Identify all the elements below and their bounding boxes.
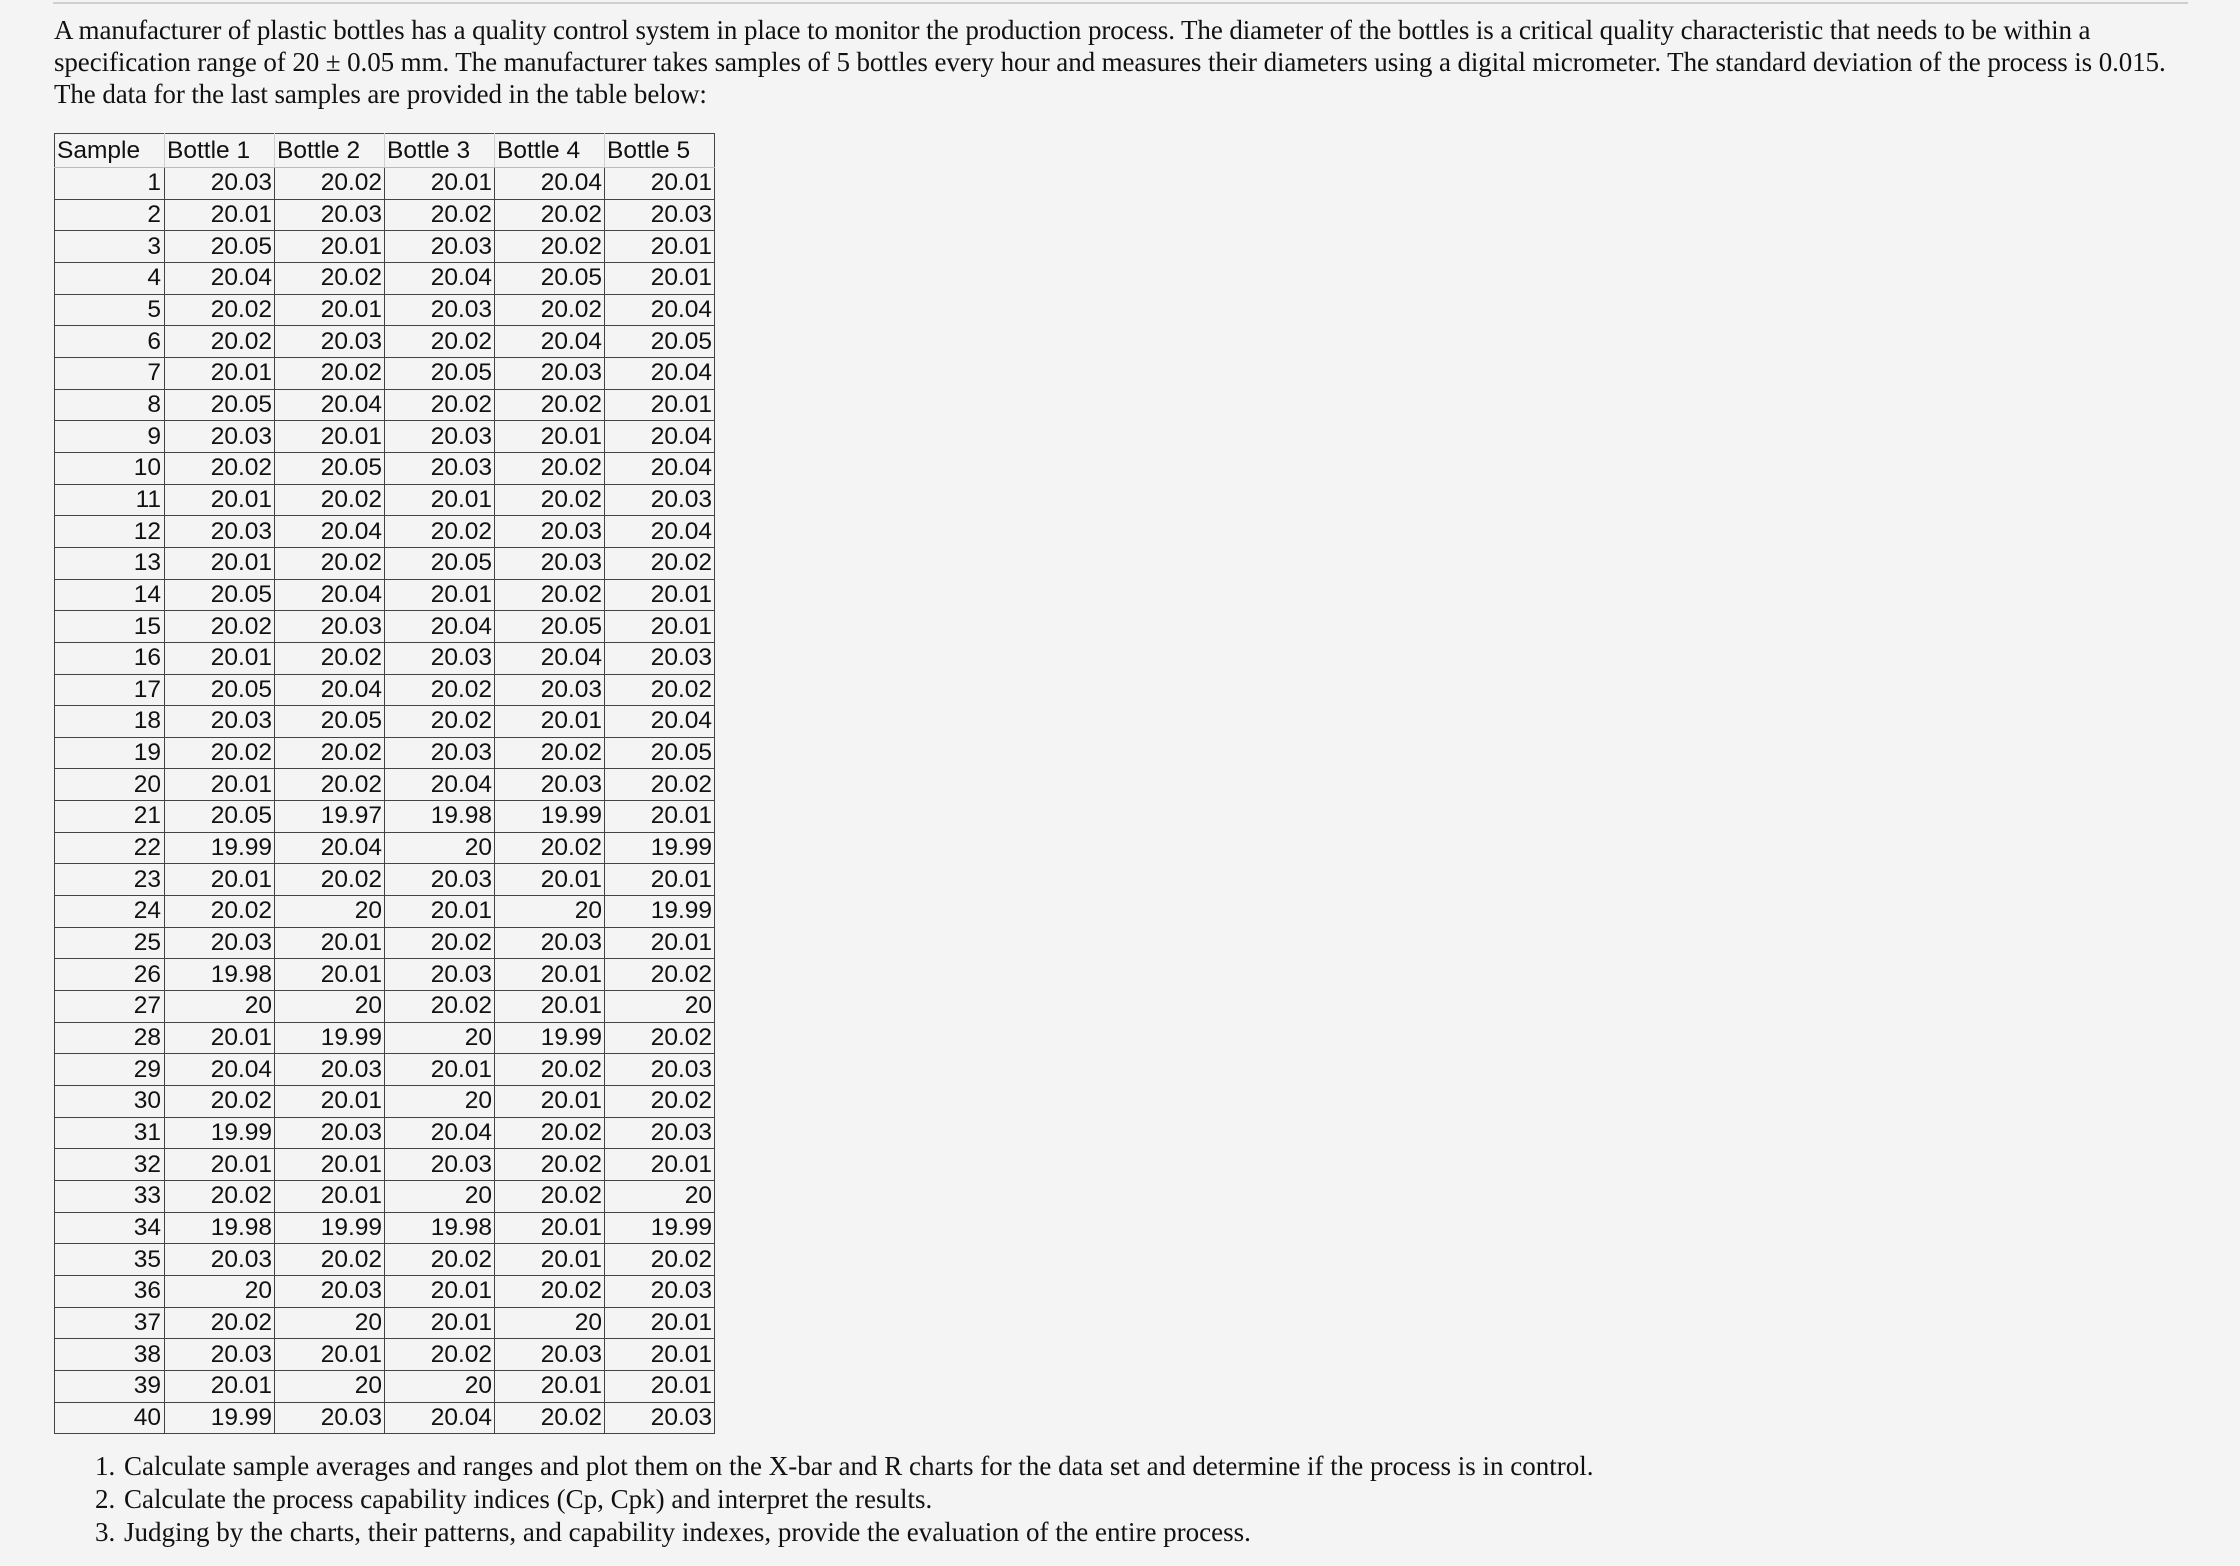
table-row	[55, 547, 715, 579]
sample-number-cell: 26	[55, 959, 165, 991]
diameter-cell: 20.01	[495, 1212, 605, 1244]
diameter-cell: 20.04	[275, 674, 385, 706]
table-row	[55, 389, 715, 421]
diameter-cell: 20.04	[605, 421, 715, 453]
diameter-cell: 20	[385, 1086, 495, 1118]
sample-number-cell: 31	[55, 1117, 165, 1149]
table-row	[55, 1307, 715, 1339]
diameter-cell: 20.02	[165, 611, 275, 643]
diameter-cell: 20.02	[275, 737, 385, 769]
diameter-cell: 20.01	[275, 1339, 385, 1371]
column-header-bottle-4: Bottle 4	[495, 134, 605, 168]
sample-number-cell: 35	[55, 1244, 165, 1276]
diameter-cell: 20.01	[165, 1022, 275, 1054]
table-row	[55, 1402, 715, 1434]
diameter-cell: 20.05	[605, 737, 715, 769]
diameter-cell: 20.03	[385, 294, 495, 326]
diameter-cell: 20.04	[385, 769, 495, 801]
diameter-cell: 20.02	[495, 199, 605, 231]
diameter-cell: 20.02	[165, 326, 275, 358]
diameter-cell: 20.02	[495, 737, 605, 769]
diameter-cell: 20	[275, 991, 385, 1023]
diameter-cell: 20.04	[165, 262, 275, 294]
diameter-cell: 20.02	[385, 674, 495, 706]
diameter-cell: 20.01	[385, 1054, 495, 1086]
diameter-cell: 20.02	[495, 1149, 605, 1181]
column-header-bottle-3: Bottle 3	[385, 134, 495, 168]
diameter-cell: 20.01	[495, 1370, 605, 1402]
table-row	[55, 579, 715, 611]
diameter-cell: 20	[605, 1181, 715, 1213]
table-row	[55, 1339, 715, 1371]
sample-number-cell: 1	[55, 168, 165, 200]
table-row	[55, 1022, 715, 1054]
diameter-cell: 20.01	[605, 262, 715, 294]
sample-number-cell: 14	[55, 579, 165, 611]
diameter-cell: 20.05	[605, 326, 715, 358]
diameter-cell: 19.98	[385, 801, 495, 833]
diameter-cell: 20.01	[605, 864, 715, 896]
table-row	[55, 199, 715, 231]
diameter-cell: 20.04	[275, 579, 385, 611]
sample-number-cell: 2	[55, 199, 165, 231]
diameter-cell: 20.02	[385, 1244, 495, 1276]
diameter-cell: 20.01	[165, 484, 275, 516]
table-row	[55, 706, 715, 738]
diameter-cell: 20.03	[385, 1149, 495, 1181]
diameter-cell: 19.98	[165, 959, 275, 991]
table-row	[55, 1212, 715, 1244]
diameter-cell: 20.01	[165, 1149, 275, 1181]
diameter-cell: 20.02	[275, 1244, 385, 1276]
diameter-cell: 20.01	[495, 864, 605, 896]
diameter-cell: 20.01	[605, 1370, 715, 1402]
table-row	[55, 452, 715, 484]
column-header-sample: Sample	[55, 134, 165, 168]
diameter-cell: 20.02	[495, 1054, 605, 1086]
diameter-cell: 19.98	[165, 1212, 275, 1244]
diameter-cell: 19.99	[275, 1022, 385, 1054]
top-divider	[53, 2, 2188, 4]
diameter-cell: 20.05	[165, 579, 275, 611]
sample-number-cell: 9	[55, 421, 165, 453]
table-row	[55, 737, 715, 769]
sample-number-cell: 22	[55, 832, 165, 864]
question-item: 1. Calculate sample averages and ranges and plot them on the X-bar and R charts for the data set and determine if the process is in control.	[122, 1450, 2222, 1483]
diameter-cell: 20.01	[385, 579, 495, 611]
diameter-cell: 20.01	[605, 611, 715, 643]
diameter-cell: 20.01	[605, 801, 715, 833]
diameter-cell: 20.04	[605, 357, 715, 389]
sample-number-cell: 15	[55, 611, 165, 643]
diameter-cell: 20.02	[165, 452, 275, 484]
diameter-cell: 20.01	[605, 927, 715, 959]
diameter-cell: 20.05	[165, 674, 275, 706]
diameter-cell: 20.03	[495, 357, 605, 389]
table-row	[55, 832, 715, 864]
diameter-cell: 20.03	[275, 199, 385, 231]
diameter-cell: 20.03	[165, 516, 275, 548]
sample-number-cell: 33	[55, 1181, 165, 1213]
diameter-cell: 20.03	[385, 231, 495, 263]
sample-number-cell: 18	[55, 706, 165, 738]
sample-number-cell: 8	[55, 389, 165, 421]
diameter-cell: 20.04	[385, 1117, 495, 1149]
sample-number-cell: 17	[55, 674, 165, 706]
diameter-cell: 20	[165, 1275, 275, 1307]
diameter-cell: 20.01	[495, 959, 605, 991]
diameter-cell: 20.02	[275, 484, 385, 516]
diameter-cell: 20.03	[605, 1117, 715, 1149]
sample-number-cell: 11	[55, 484, 165, 516]
diameter-cell: 20.03	[165, 1339, 275, 1371]
diameter-cell: 20.03	[385, 959, 495, 991]
diameter-cell: 20.04	[385, 262, 495, 294]
column-header-bottle-2: Bottle 2	[275, 134, 385, 168]
diameter-cell: 20.02	[495, 484, 605, 516]
sample-number-cell: 20	[55, 769, 165, 801]
diameter-cell: 20.01	[605, 231, 715, 263]
diameter-cell: 20.01	[385, 1307, 495, 1339]
diameter-cell: 20.04	[605, 706, 715, 738]
sample-number-cell: 37	[55, 1307, 165, 1339]
diameter-cell: 20.04	[385, 611, 495, 643]
diameter-cell: 20.01	[275, 927, 385, 959]
diameter-cell: 20.03	[275, 1275, 385, 1307]
diameter-cell: 20.02	[275, 357, 385, 389]
diameter-cell: 19.99	[165, 1402, 275, 1434]
diameter-cell: 20.03	[495, 516, 605, 548]
diameter-cell: 20.01	[605, 579, 715, 611]
table-row	[55, 484, 715, 516]
diameter-cell: 20.02	[385, 927, 495, 959]
diameter-cell: 19.99	[275, 1212, 385, 1244]
table-row	[55, 357, 715, 389]
diameter-cell: 19.98	[385, 1212, 495, 1244]
table-row	[55, 421, 715, 453]
diameter-cell: 20.01	[605, 1307, 715, 1339]
diameter-cell: 20	[275, 896, 385, 928]
diameter-cell: 20.01	[165, 769, 275, 801]
diameter-cell: 20.01	[605, 389, 715, 421]
sample-number-cell: 7	[55, 357, 165, 389]
question-item: 3. Judging by the charts, their patterns, and capability indexes, provide the evaluation of the entire process.	[122, 1516, 2222, 1549]
diameter-cell: 20.01	[275, 231, 385, 263]
bottle-diameter-table	[54, 133, 715, 1434]
diameter-cell: 20.04	[275, 832, 385, 864]
diameter-cell: 20.02	[605, 1022, 715, 1054]
diameter-cell: 20.02	[495, 294, 605, 326]
table-row	[55, 1275, 715, 1307]
diameter-cell: 20.05	[165, 231, 275, 263]
diameter-cell: 20	[275, 1370, 385, 1402]
diameter-cell: 20.01	[275, 1086, 385, 1118]
table-row	[55, 516, 715, 548]
table-header-row	[55, 134, 715, 168]
table-row	[55, 231, 715, 263]
diameter-cell: 20.02	[275, 769, 385, 801]
diameter-cell: 20.03	[605, 199, 715, 231]
diameter-cell: 20.02	[165, 737, 275, 769]
diameter-cell: 19.99	[605, 896, 715, 928]
diameter-cell: 19.99	[495, 801, 605, 833]
table-row	[55, 1054, 715, 1086]
column-header-bottle-5: Bottle 5	[605, 134, 715, 168]
diameter-cell: 20.01	[385, 1275, 495, 1307]
sample-number-cell: 19	[55, 737, 165, 769]
question-list	[73, 1450, 2222, 1549]
sample-number-cell: 16	[55, 642, 165, 674]
sample-number-cell: 12	[55, 516, 165, 548]
diameter-cell: 20.01	[495, 421, 605, 453]
table-row	[55, 262, 715, 294]
diameter-cell: 20.01	[275, 421, 385, 453]
diameter-cell: 20.02	[165, 1086, 275, 1118]
diameter-cell: 20.03	[385, 642, 495, 674]
diameter-cell: 20.01	[605, 1339, 715, 1371]
diameter-cell: 20.03	[275, 1402, 385, 1434]
diameter-cell: 20.03	[165, 927, 275, 959]
diameter-cell: 20.01	[275, 959, 385, 991]
sample-number-cell: 24	[55, 896, 165, 928]
table-row	[55, 896, 715, 928]
diameter-cell: 20.02	[495, 389, 605, 421]
diameter-cell: 20.02	[605, 769, 715, 801]
table-row	[55, 991, 715, 1023]
table-row	[55, 326, 715, 358]
diameter-cell: 20.03	[495, 769, 605, 801]
diameter-cell: 20.04	[605, 294, 715, 326]
sample-number-cell: 27	[55, 991, 165, 1023]
diameter-cell: 20.01	[495, 1086, 605, 1118]
diameter-cell: 20.02	[495, 579, 605, 611]
sample-number-cell: 28	[55, 1022, 165, 1054]
table-body	[55, 168, 715, 1434]
diameter-cell: 20.03	[495, 927, 605, 959]
sample-number-cell: 5	[55, 294, 165, 326]
diameter-cell: 20.03	[275, 1117, 385, 1149]
diameter-cell: 20.02	[495, 1275, 605, 1307]
table-row	[55, 1370, 715, 1402]
diameter-cell: 20.01	[165, 864, 275, 896]
diameter-cell: 20.02	[165, 1307, 275, 1339]
diameter-cell: 20.01	[165, 357, 275, 389]
diameter-cell: 20.04	[605, 452, 715, 484]
diameter-cell: 20	[385, 1022, 495, 1054]
diameter-cell: 20.03	[605, 1275, 715, 1307]
diameter-cell: 20.02	[275, 547, 385, 579]
table-row	[55, 642, 715, 674]
sample-number-cell: 40	[55, 1402, 165, 1434]
diameter-cell: 19.99	[165, 832, 275, 864]
diameter-cell: 19.97	[275, 801, 385, 833]
diameter-cell: 20.05	[385, 357, 495, 389]
diameter-cell: 19.99	[165, 1117, 275, 1149]
diameter-cell: 20.03	[605, 1054, 715, 1086]
sample-number-cell: 13	[55, 547, 165, 579]
diameter-cell: 20.03	[275, 611, 385, 643]
diameter-cell: 20.02	[605, 1244, 715, 1276]
diameter-cell: 20.04	[385, 1402, 495, 1434]
sample-number-cell: 34	[55, 1212, 165, 1244]
question-item: 2. Calculate the process capability indices (Cp, Cpk) and interpret the results.	[122, 1483, 2222, 1516]
diameter-cell: 20.01	[165, 642, 275, 674]
table-row	[55, 674, 715, 706]
diameter-cell: 20	[385, 832, 495, 864]
sample-number-cell: 21	[55, 801, 165, 833]
diameter-cell: 20.03	[165, 168, 275, 200]
diameter-cell: 20.05	[165, 801, 275, 833]
diameter-cell: 20.04	[275, 389, 385, 421]
diameter-cell: 20.01	[385, 896, 495, 928]
diameter-cell: 20.02	[495, 1117, 605, 1149]
diameter-cell: 20.02	[275, 864, 385, 896]
diameter-cell: 19.99	[495, 1022, 605, 1054]
diameter-cell: 20.03	[165, 1244, 275, 1276]
diameter-cell: 20.02	[385, 1339, 495, 1371]
diameter-cell: 20.03	[495, 674, 605, 706]
diameter-cell: 20.03	[605, 642, 715, 674]
table-row	[55, 1117, 715, 1149]
diameter-cell: 20	[385, 1181, 495, 1213]
sample-number-cell: 10	[55, 452, 165, 484]
diameter-cell: 20.04	[495, 326, 605, 358]
table-row	[55, 927, 715, 959]
diameter-cell: 20.02	[605, 1086, 715, 1118]
table-row	[55, 769, 715, 801]
diameter-cell: 20.02	[495, 231, 605, 263]
table-row	[55, 959, 715, 991]
diameter-cell: 20.01	[275, 294, 385, 326]
table-row	[55, 1244, 715, 1276]
diameter-cell: 20.01	[385, 484, 495, 516]
diameter-cell: 20.04	[275, 516, 385, 548]
diameter-cell: 20	[495, 896, 605, 928]
diameter-cell: 20	[385, 1370, 495, 1402]
diameter-cell: 20.02	[385, 389, 495, 421]
sample-number-cell: 32	[55, 1149, 165, 1181]
diameter-cell: 20.03	[165, 706, 275, 738]
diameter-cell: 20.02	[165, 294, 275, 326]
diameter-cell: 20.02	[165, 896, 275, 928]
table-row	[55, 168, 715, 200]
diameter-cell: 20.02	[605, 674, 715, 706]
diameter-cell: 20.03	[275, 1054, 385, 1086]
diameter-cell: 20.03	[495, 1339, 605, 1371]
diameter-cell: 20	[165, 991, 275, 1023]
diameter-cell: 20.01	[495, 991, 605, 1023]
problem-statement: A manufacturer of plastic bottles has a quality control system in place to monitor the production process. The diameter of the bottles is a critical quality characteristic that needs to be within a specification range of 20 ± 0.05 mm. The manufacturer takes samples of 5 bottles every hour and measures their diameters using a digital micrometer. The standard deviation of the process is 0.015. The data for the last samples are provided in the table below:	[54, 15, 2166, 109]
diameter-cell: 20.01	[275, 1181, 385, 1213]
diameter-cell: 20.05	[495, 262, 605, 294]
diameter-cell: 20.05	[165, 389, 275, 421]
diameter-cell: 20.02	[165, 1181, 275, 1213]
table-row	[55, 801, 715, 833]
diameter-cell: 20.04	[605, 516, 715, 548]
diameter-cell: 20.04	[495, 168, 605, 200]
diameter-cell: 20.02	[385, 516, 495, 548]
diameter-cell: 20.01	[605, 168, 715, 200]
diameter-cell: 20.03	[605, 1402, 715, 1434]
diameter-cell: 20.03	[495, 547, 605, 579]
table-row	[55, 611, 715, 643]
diameter-cell: 20.05	[275, 706, 385, 738]
diameter-cell: 20	[275, 1307, 385, 1339]
diameter-cell: 20.01	[165, 547, 275, 579]
diameter-cell: 20.03	[385, 421, 495, 453]
sample-number-cell: 25	[55, 927, 165, 959]
sample-number-cell: 29	[55, 1054, 165, 1086]
diameter-cell: 20.02	[385, 706, 495, 738]
diameter-cell: 20.03	[165, 421, 275, 453]
diameter-cell: 20.01	[385, 168, 495, 200]
diameter-cell: 20.02	[495, 1181, 605, 1213]
sample-number-cell: 6	[55, 326, 165, 358]
diameter-cell: 20.04	[495, 642, 605, 674]
diameter-cell: 20.02	[385, 199, 495, 231]
diameter-cell: 20.02	[275, 262, 385, 294]
diameter-cell: 20.03	[385, 452, 495, 484]
table-row	[55, 1149, 715, 1181]
diameter-cell: 20	[605, 991, 715, 1023]
column-header-bottle-1: Bottle 1	[165, 134, 275, 168]
diameter-cell: 20.03	[385, 864, 495, 896]
sample-number-cell: 36	[55, 1275, 165, 1307]
diameter-cell: 19.99	[605, 1212, 715, 1244]
diameter-cell: 20.01	[165, 199, 275, 231]
table-row	[55, 1181, 715, 1213]
diameter-cell: 20.04	[165, 1054, 275, 1086]
diameter-cell: 20.02	[275, 642, 385, 674]
diameter-cell: 20.01	[165, 1370, 275, 1402]
sample-number-cell: 30	[55, 1086, 165, 1118]
diameter-cell: 20.03	[275, 326, 385, 358]
sample-number-cell: 23	[55, 864, 165, 896]
diameter-cell: 20.02	[275, 168, 385, 200]
diameter-cell: 20.03	[605, 484, 715, 516]
diameter-cell: 20.02	[385, 991, 495, 1023]
diameter-cell: 20	[495, 1307, 605, 1339]
sample-number-cell: 39	[55, 1370, 165, 1402]
sample-number-cell: 4	[55, 262, 165, 294]
diameter-cell: 20.02	[385, 326, 495, 358]
diameter-cell: 20.02	[605, 959, 715, 991]
diameter-cell: 20.05	[385, 547, 495, 579]
diameter-cell: 20.01	[495, 1244, 605, 1276]
diameter-cell: 20.05	[275, 452, 385, 484]
table-row	[55, 294, 715, 326]
diameter-cell: 20.01	[605, 1149, 715, 1181]
diameter-cell: 20.02	[495, 832, 605, 864]
diameter-cell: 20.02	[605, 547, 715, 579]
diameter-cell: 19.99	[605, 832, 715, 864]
diameter-cell: 20.02	[495, 1402, 605, 1434]
diameter-cell: 20.01	[495, 706, 605, 738]
sample-number-cell: 3	[55, 231, 165, 263]
diameter-cell: 20.03	[385, 737, 495, 769]
diameter-cell: 20.02	[495, 452, 605, 484]
diameter-cell: 20.01	[275, 1149, 385, 1181]
table-row	[55, 1086, 715, 1118]
sample-number-cell: 38	[55, 1339, 165, 1371]
diameter-cell: 20.05	[495, 611, 605, 643]
table-row	[55, 864, 715, 896]
